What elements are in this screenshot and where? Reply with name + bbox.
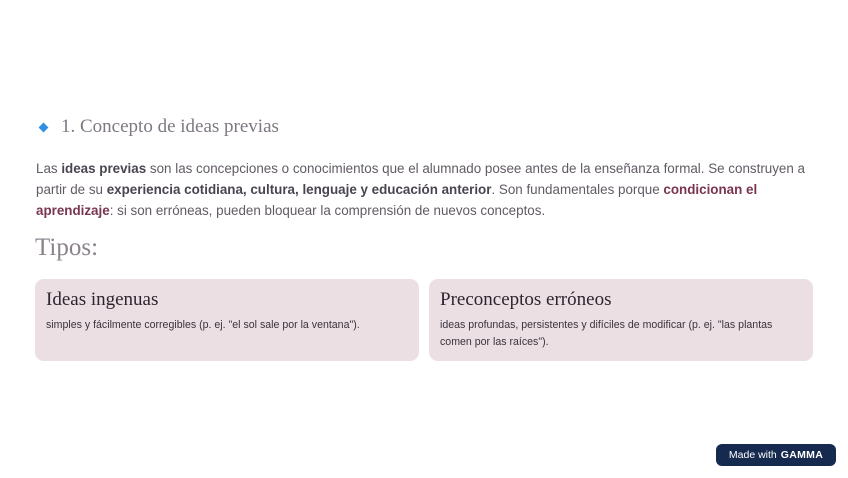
card-description: ideas profundas, persistentes y difíciles de modificar (p. ej. "las plantas comen por las raíces"). bbox=[440, 319, 773, 348]
badge-prefix: Made with bbox=[728, 449, 777, 461]
tipos-heading: Tipos: bbox=[35, 234, 99, 261]
card-title: Preconceptos erróneos bbox=[440, 289, 612, 310]
paragraph-text-2: son las concepciones o conocimientos que el alumnado posee antes de la enseñanza formal. Se construyen a partir de su bbox=[36, 161, 805, 197]
bold-ideas-previas: ideas previas bbox=[61, 161, 147, 176]
intro-paragraph bbox=[36, 158, 806, 221]
gamma-logo: GAMMA bbox=[780, 449, 824, 461]
bold-experiencia: experiencia cotidiana, cultura, lenguaje y educación anterior bbox=[106, 182, 492, 197]
paragraph-text-4: : si son erróneas, pueden bloquear la comprensión de nuevos conceptos. bbox=[109, 203, 546, 218]
card-ideas-ingenuas bbox=[35, 279, 419, 361]
card-description: simples y fácilmente corregibles (p. ej. "el sol sale por la ventana"). bbox=[46, 319, 360, 331]
bold-condicionan: condicionan el aprendizaje bbox=[36, 182, 758, 218]
section-heading bbox=[40, 116, 279, 138]
paragraph-text-1: Las bbox=[36, 161, 62, 176]
section-title: 1. Concepto de ideas previas bbox=[61, 116, 279, 137]
made-with-gamma-badge[interactable] bbox=[716, 444, 836, 466]
card-title: Ideas ingenuas bbox=[46, 289, 159, 310]
diamond-icon bbox=[39, 122, 49, 132]
paragraph-text-3: . Son fundamentales porque bbox=[491, 182, 664, 197]
card-preconceptos-erroneos bbox=[429, 279, 813, 361]
